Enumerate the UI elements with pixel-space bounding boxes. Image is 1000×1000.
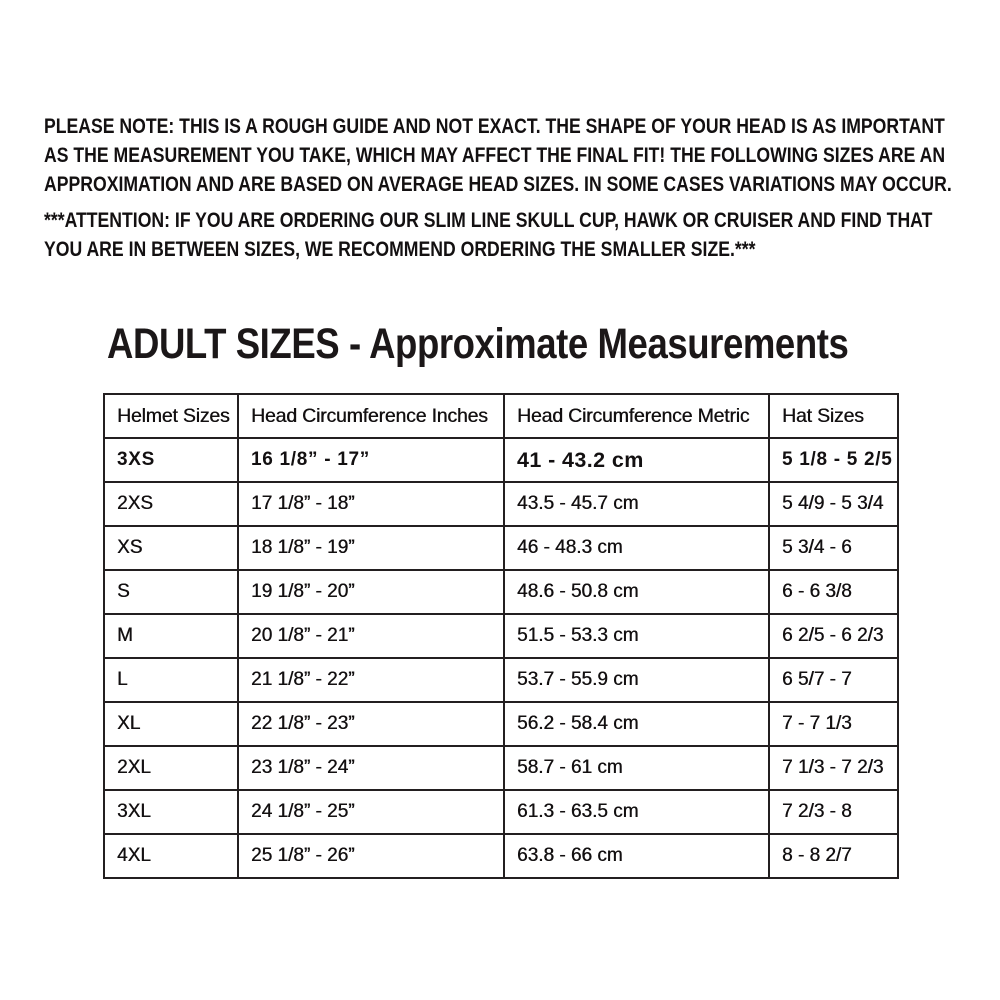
cell-hat-size: 5 4/9 - 5 3/4 [769, 482, 898, 526]
column-header-head-circumference-inches: Head Circumference Inches [238, 394, 504, 438]
cell-inches: 25 1/8” - 26” [238, 834, 504, 878]
table-row [104, 570, 898, 614]
cell-inches: 20 1/8” - 21” [238, 614, 504, 658]
table-row [104, 746, 898, 790]
cell-hat-size: 6 2/5 - 6 2/3 [769, 614, 898, 658]
cell-inches: 18 1/8” - 19” [238, 526, 504, 570]
cell-hat-size: 6 - 6 3/8 [769, 570, 898, 614]
cell-helmet-size: 3XL [104, 790, 238, 834]
cell-inches: 17 1/8” - 18” [238, 482, 504, 526]
attention-text: ***ATTENTION: IF YOU ARE ORDERING OUR SLIM LINE SKULL CUP, HAWK OR CRUISER AND FIND THAT YOU ARE IN BETWEEN SIZES, WE RECOMMEND ORDERING THE SMALLER SIZE.*** [44, 208, 933, 262]
cell-metric: 56.2 - 58.4 cm [504, 702, 769, 746]
cell-metric: 63.8 - 66 cm [504, 834, 769, 878]
cell-helmet-size: S [104, 570, 238, 614]
cell-metric: 43.5 - 45.7 cm [504, 482, 769, 526]
cell-helmet-size: XS [104, 526, 238, 570]
column-header-helmet-sizes: Helmet Sizes [104, 394, 238, 438]
cell-inches: 22 1/8” - 23” [238, 702, 504, 746]
please-note-text: PLEASE NOTE: THIS IS A ROUGH GUIDE AND NOT EXACT. THE SHAPE OF YOUR HEAD IS AS IMPORTANT AS THE MEASUREMENT YOU TAKE, WHICH MAY AFFECT THE FINAL FIT! THE FOLLOWING SIZES ARE AN APPROXIMATION AND ARE BASED ON AVERAGE HEAD SIZES. IN SOME CASES VARIATIONS MAY OCCUR. [44, 114, 952, 197]
cell-hat-size: 7 1/3 - 7 2/3 [769, 746, 898, 790]
table-row [104, 702, 898, 746]
cell-metric: 41 - 43.2 cm [504, 438, 769, 482]
table-row [104, 438, 898, 482]
cell-metric: 48.6 - 50.8 cm [504, 570, 769, 614]
cell-helmet-size: 4XL [104, 834, 238, 878]
cell-hat-size: 7 2/3 - 8 [769, 790, 898, 834]
cell-helmet-size: L [104, 658, 238, 702]
cell-inches: 24 1/8” - 25” [238, 790, 504, 834]
table-row [104, 790, 898, 834]
adult-sizes-table [103, 393, 899, 879]
cell-hat-size: 7 - 7 1/3 [769, 702, 898, 746]
table-row [104, 658, 898, 702]
cell-inches: 16 1/8” - 17” [238, 438, 504, 482]
table-header [104, 394, 898, 438]
page-title: ADULT SIZES - Approximate Measurements [107, 320, 849, 368]
cell-hat-size: 8 - 8 2/7 [769, 834, 898, 878]
table-body [104, 438, 898, 878]
cell-helmet-size: 2XS [104, 482, 238, 526]
cell-metric: 53.7 - 55.9 cm [504, 658, 769, 702]
cell-metric: 58.7 - 61 cm [504, 746, 769, 790]
table-row [104, 526, 898, 570]
cell-metric: 46 - 48.3 cm [504, 526, 769, 570]
cell-inches: 23 1/8” - 24” [238, 746, 504, 790]
cell-hat-size: 6 5/7 - 7 [769, 658, 898, 702]
cell-inches: 19 1/8” - 20” [238, 570, 504, 614]
cell-helmet-size: XL [104, 702, 238, 746]
cell-metric: 51.5 - 53.3 cm [504, 614, 769, 658]
table-row [104, 614, 898, 658]
table-row [104, 482, 898, 526]
cell-hat-size: 5 3/4 - 6 [769, 526, 898, 570]
cell-helmet-size: 3XS [104, 438, 238, 482]
cell-inches: 21 1/8” - 22” [238, 658, 504, 702]
cell-helmet-size: 2XL [104, 746, 238, 790]
column-header-head-circumference-metric: Head Circumference Metric [504, 394, 769, 438]
cell-helmet-size: M [104, 614, 238, 658]
table-header-row [104, 394, 898, 438]
column-header-hat-sizes: Hat Sizes [769, 394, 898, 438]
cell-metric: 61.3 - 63.5 cm [504, 790, 769, 834]
table-row [104, 834, 898, 878]
cell-hat-size: 5 1/8 - 5 2/5 [769, 438, 898, 482]
